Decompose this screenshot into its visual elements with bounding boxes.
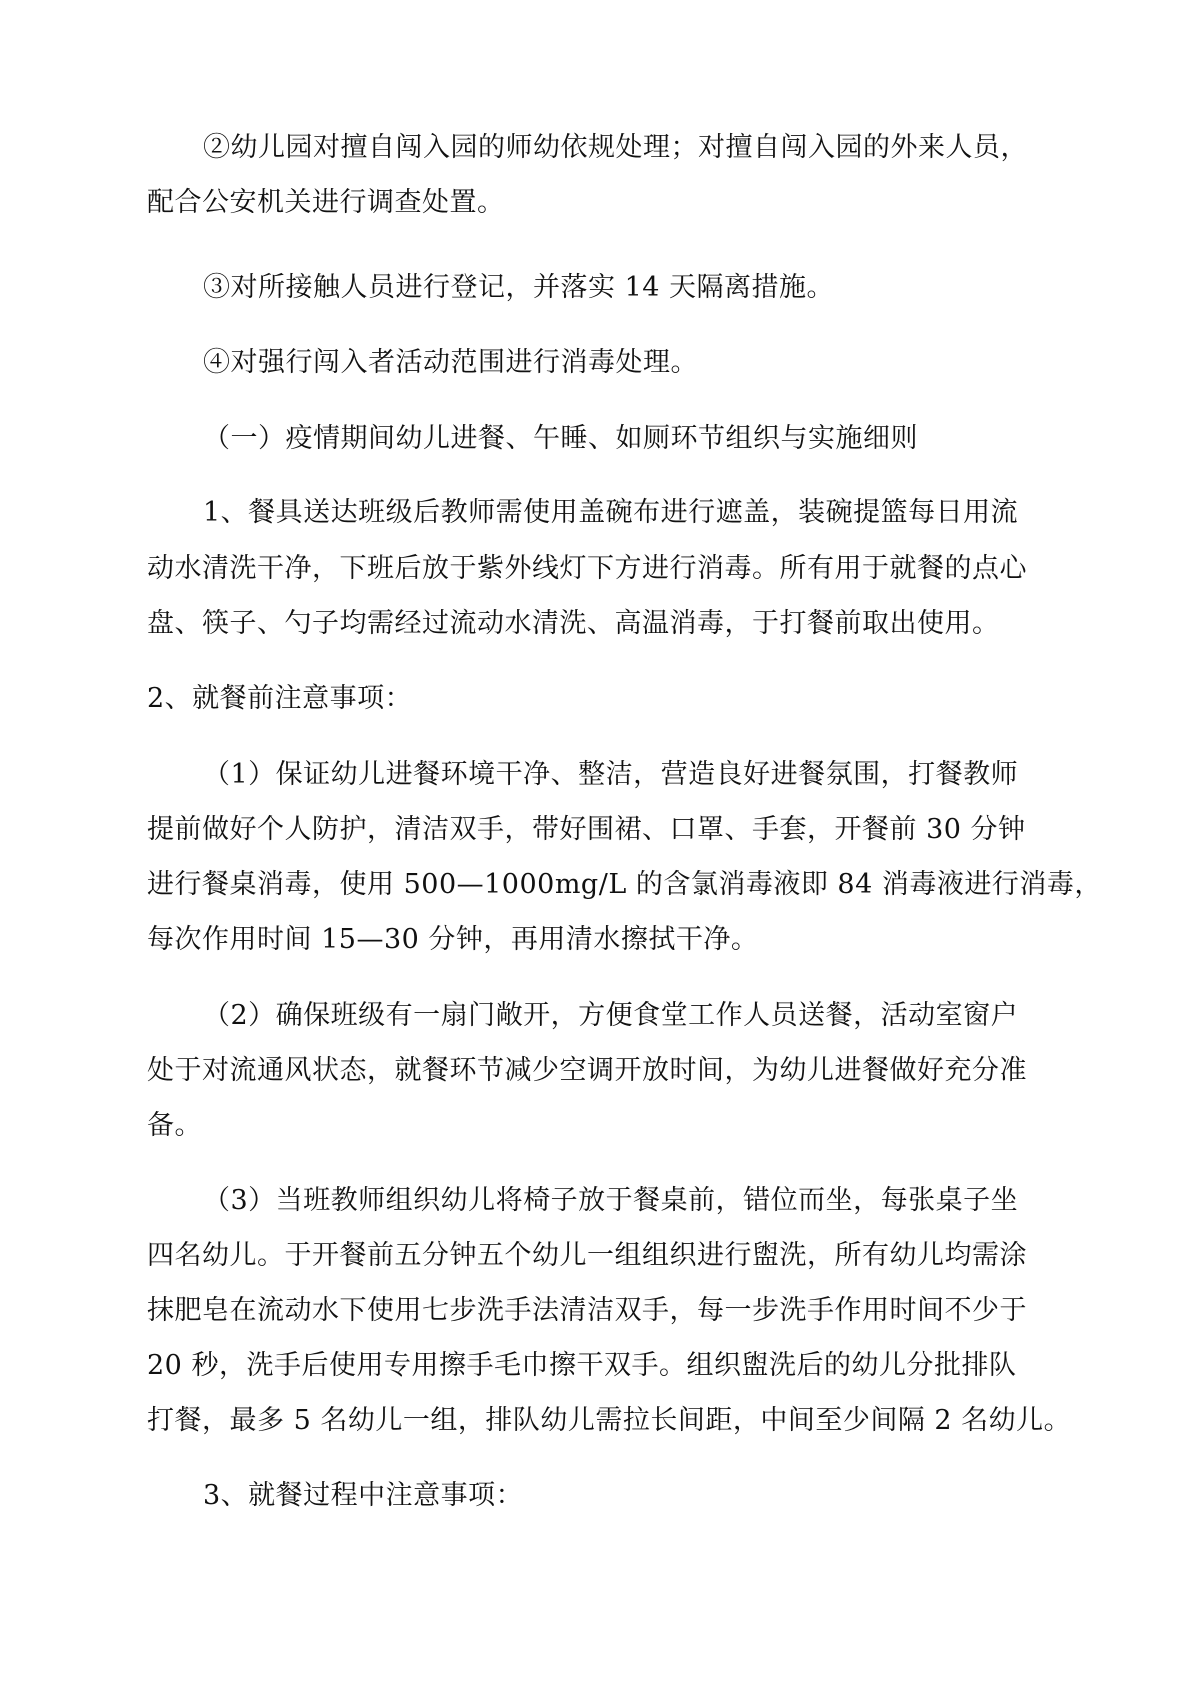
text-line: 处于对流通风状态，就餐环节减少空调开放时间，为幼儿进餐做好充分准 xyxy=(147,1055,1027,1086)
text-line: （1）保证幼儿进餐环境干净、整洁，营造良好进餐氛围，打餐教师 xyxy=(203,759,1019,790)
text-line: 四名幼儿。于开餐前五分钟五个幼儿一组组织进行盥洗，所有幼儿均需涂 xyxy=(147,1240,1027,1271)
text-line: 提前做好个人防护，清洁双手，带好围裙、口罩、手套，开餐前 30 分钟 xyxy=(147,814,1026,845)
text-line: ④对强行闯入者活动范围进行消毒处理。 xyxy=(203,347,698,378)
text-line: ②幼儿园对擅自闯入园的师幼依规处理；对擅自闯入园的外来人员， xyxy=(203,132,1028,163)
text-line: 备。 xyxy=(147,1110,202,1141)
text-line: ③对所接触人员进行登记，并落实 14 天隔离措施。 xyxy=(203,272,835,303)
subheading: 3、就餐过程中注意事项： xyxy=(203,1480,524,1511)
text-line: 盘、筷子、勺子均需经过流动水清洗、高温消毒，于打餐前取出使用。 xyxy=(147,608,1000,639)
text-line: 进行餐桌消毒，使用 500—1000mg/L 的含氯消毒液即 84 消毒液进行消毒， xyxy=(147,869,1102,900)
text-line: （2）确保班级有一扇门敞开，方便食堂工作人员送餐，活动室窗户 xyxy=(203,1000,1019,1031)
text-line: 抹肥皂在流动水下使用七步洗手法清洁双手，每一步洗手作用时间不少于 xyxy=(147,1295,1027,1326)
text-line: 打餐，最多 5 名幼儿一组，排队幼儿需拉长间距，中间至少间隔 2 名幼儿。 xyxy=(147,1405,1072,1436)
text-line: （3）当班教师组织幼儿将椅子放于餐桌前，错位而坐，每张桌子坐 xyxy=(203,1185,1019,1216)
text-line: 动水清洗干净，下班后放于紫外线灯下方进行消毒。所有用于就餐的点心 xyxy=(147,553,1027,584)
section-heading: （一）疫情期间幼儿进餐、午睡、如厕环节组织与实施细则 xyxy=(203,423,918,454)
text-line: 配合公安机关进行调查处置。 xyxy=(147,187,505,218)
subheading: 2、就餐前注意事项： xyxy=(147,683,413,714)
text-line: 20 秒，洗手后使用专用擦手毛巾擦干双手。组织盥洗后的幼儿分批排队 xyxy=(147,1350,1017,1381)
text-line: 每次作用时间 15—30 分钟，再用清水擦拭干净。 xyxy=(147,924,759,955)
text-line: 1、餐具送达班级后教师需使用盖碗布进行遮盖，装碗提篮每日用流 xyxy=(203,497,1019,528)
